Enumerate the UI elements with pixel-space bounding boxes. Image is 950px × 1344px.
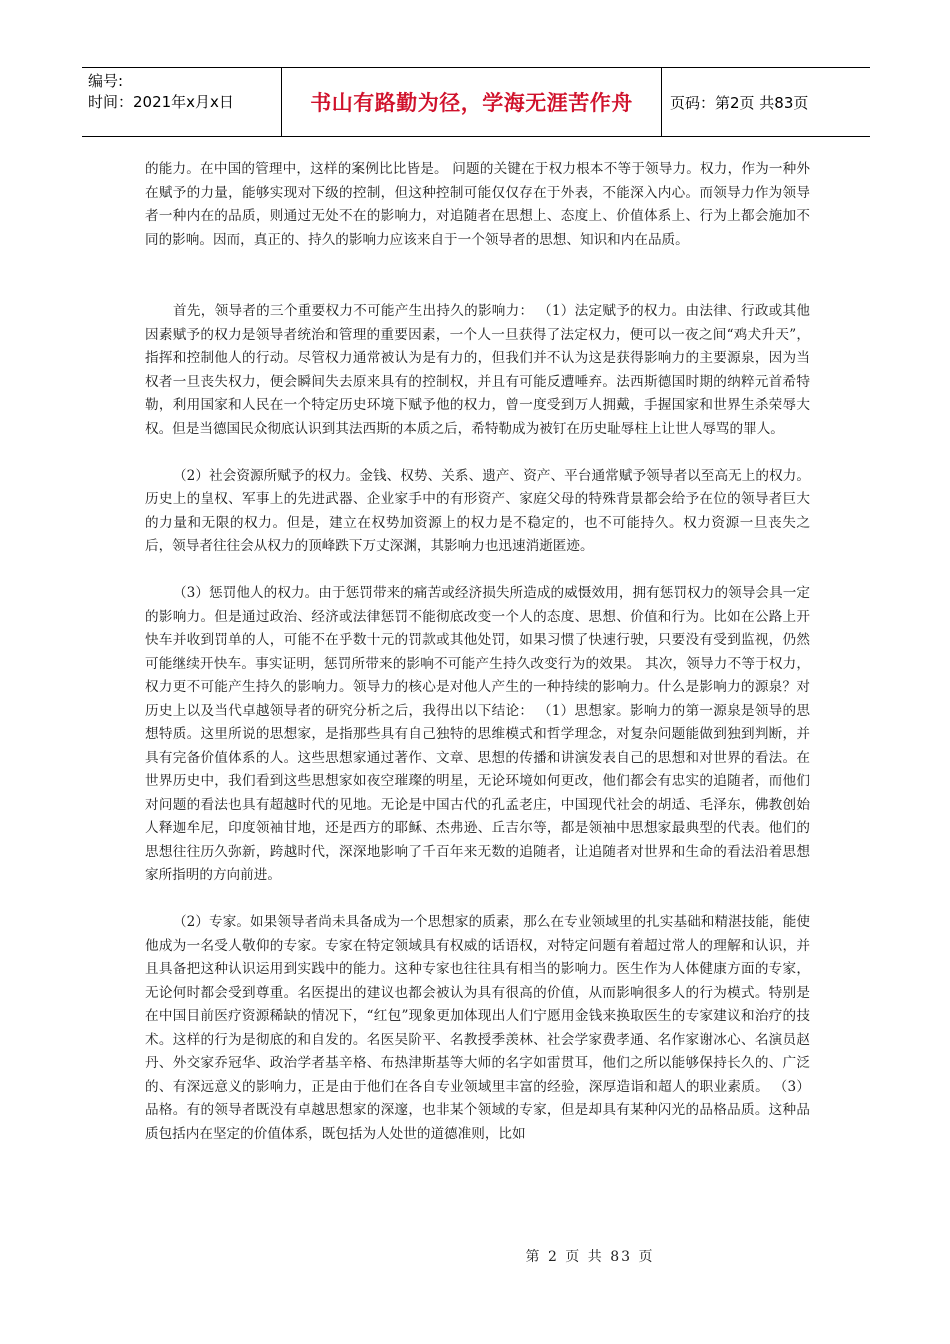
header-page-number: 页码：第2页 共83页 <box>670 93 809 112</box>
header-motto: 书山有路勤为径，学海无涯苦作舟 <box>310 91 633 115</box>
paragraph-expert: （2）专家。如果领导者尚未具备成为一个思想家的质素，那么在专业领域里的扎实基础和精湛技能，能使他成为一名受人敬仰的专家。专家在特定领域具有权威的话语权，对特定问题有着超过常人的理解和认识，并且具备把这种认识运用到实践中的能力。这种专家也往往具有相当的影响力。医生作为人体健康方面的专家，无论何时都会受到尊重。名医提出的建议也都会被认为具有很高的价值，从而影响很多人的行为模式。特别是在中国目前医疗资源稀缺的情况下，“红包”现象更加体现出人们宁愿用金钱来换取医生的专家建议和治疗的技术。这样的行为是彻底的和自发的。名医吴阶平、名教授季羡林、社会学家费孝通、名作家谢冰心、名演员赵丹、外交家乔冠华、政治学者基辛格、布热津斯基等大师的名字如雷贯耳，他们之所以能够保持长久的、广泛的、有深远意义的影响力，正是由于他们在各自专业领域里丰富的经验，深厚造诣和超人的职业素质。 （3）品格。有的领导者既没有卓越思想家的深邃，也非某个领域的专家，但是却具有某种闪光的品格品质。这种品质包括内在坚定的价值体系，既包括为人处世的道德准则，比如 <box>145 914 810 1142</box>
paragraph-punishment-power: （3）惩罚他人的权力。由于惩罚带来的痛苦或经济损失所造成的威慑效用，拥有惩罚权力的领导会具一定的影响力。但是通过政治、经济或法律惩罚不能彻底改变一个人的态度、思想、价值和行为。比如在公路上开快车并收到罚单的人，可能不在乎数十元的罚款或其他处罚，如果习惯了快速行驶，只要没有受到监视，仍然可能继续开快车。事实证明，惩罚所带来的影响不可能产生持久改变行为的效果。 其次，领导力不等于权力，权力更不可能产生持久的影响力。领导力的核心是对他人产生的一种持续的影响力。什么是影响力的源泉？对历史上以及当代卓越领导者的研究分析之后，我得出以下结论： （1）思想家。影响力的第一源泉是领导的思想特质。这里所说的思想家，是指那些具有自己独特的思维模式和哲学理念，对复杂问题能做到独到判断，并具有完备价值体系的人。这些思想家通过著作、文章、思想的传播和讲演发表自己的思想和对世界的看法。在世界历史中，我们看到这些思想家如夜空璀璨的明星，无论环境如何更改，他们都会有忠实的追随者，而他们对问题的看法也具有超越时代的见地。无论是中国古代的孔孟老庄，中国现代社会的胡适、毛泽东，佛教创始人释迦牟尼，印度领袖甘地，还是西方的耶稣、杰弗逊、丘吉尔等，都是领袖中思想家最典型的代表。他们的思想往往历久弥新，跨越时代，深深地影响了千百年来无数的追随者，让追随者对世界和生命的看法沿着思想家所指明的方向前进。 <box>145 585 810 883</box>
document-number-label: 编号: <box>88 72 124 90</box>
header-table <box>82 67 870 137</box>
header-meta-cell <box>82 68 282 136</box>
paragraph-continuation: 的能力。在中国的管理中，这样的案例比比皆是。 问题的关键在于权力根本不等于领导力。权力，作为一种外在赋予的力量，能够实现对下级的控制，但这种控制可能仅仅存在于外表，不能深入内心。而领导力作为领导者一种内在的品质，则通过无处不在的影响力，对追随者在思想上、态度上、价值体系上、行为上都会施加不同的影响。因而，真正的、持久的影响力应该来自于一个领导者的思想、知识和内在品质。 <box>145 161 810 248</box>
document-time-label: 时间：2021年x月x日 <box>88 93 234 111</box>
document-body <box>145 158 810 1146</box>
paragraph-first-point: 首先，领导者的三个重要权力不可能产生出持久的影响力： （1）法定赋予的权力。由法律、行政或其他因素赋予的权力是领导者统治和管理的重要因素，一个人一旦获得了法定权力，便可以一夜之间“鸡犬升天”，指挥和控制他人的行动。尽管权力通常被认为是有力的，但我们并不认为这是获得影响力的主要源泉，因为当权者一旦丧失权力，便会瞬间失去原来具有的控制权，并且有可能反遭唾弃。法西斯德国时期的纳粹元首希特勒，利用国家和人民在一个特定历史环境下赋予他的权力，曾一度受到万人拥戴，手握国家和世界生杀荣辱大权。但是当德国民众彻底认识到其法西斯的本质之后，希特勒成为被钉在历史耻辱柱上让世人辱骂的罪人。 <box>145 303 810 437</box>
page-footer: 第 2 页 共 83 页 <box>525 1249 655 1265</box>
header-page-cell <box>662 68 870 136</box>
paragraph-social-resources: （2）社会资源所赋予的权力。金钱、权势、关系、遗产、资产、平台通常赋予领导者以至高无上的权力。历史上的皇权、军事上的先进武器、企业家手中的有形资产、家庭父母的特殊背景都会给予在位的领导者巨大的力量和无限的权力。但是，建立在权势加资源上的权力是不稳定的，也不可能持久。权力资源一旦丧失之后，领导者往往会从权力的顶峰跌下万丈深渊，其影响力也迅速消逝匿迹。 <box>145 467 810 554</box>
header-motto-cell <box>282 68 662 136</box>
